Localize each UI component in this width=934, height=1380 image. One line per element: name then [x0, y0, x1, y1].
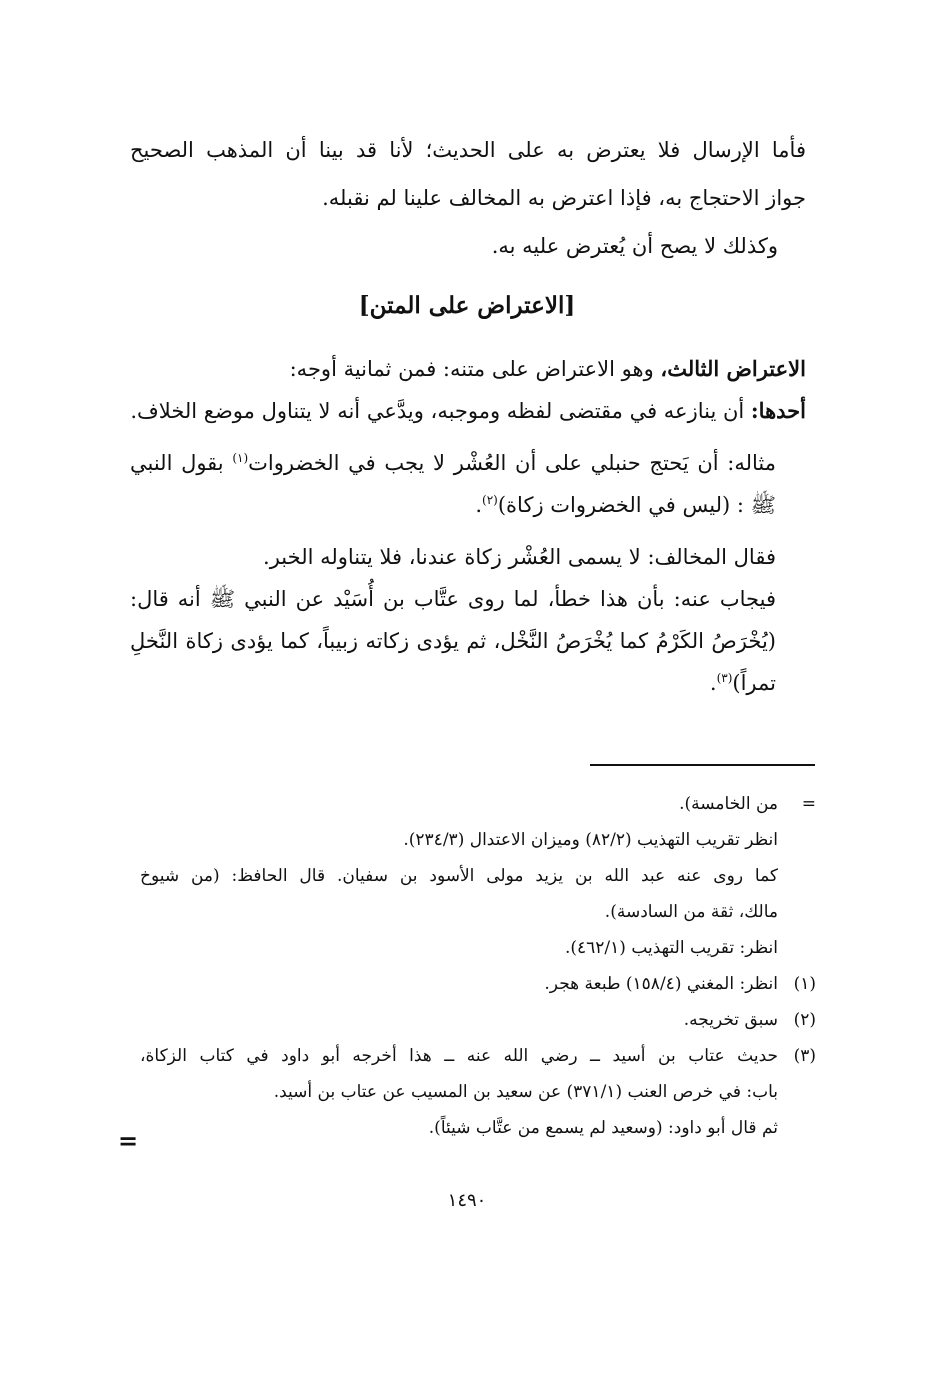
footnote-line: سبق تخريجه. — [683, 1010, 778, 1030]
paragraph-text: . — [475, 493, 483, 517]
paragraph-first-aspect — [130, 390, 806, 432]
footnote-line: انظر تقريب التهذيب (٨٢/٢) وميزان الاعتدال (٢٣٤/٣). — [403, 830, 778, 850]
paragraph-text: فيجاب عنه: بأن هذا خطأ، لما روى عتَّاب بن أُسَيْد عن النبي ﷺ أنه قال: (يُخْرَصُ الكَرْمُ كما يُخْرَصُ النَّخْل، ثم يؤدى زكاته زبيباً، كما يؤدى زكاة النَّخلِ تمراً) — [130, 587, 776, 695]
page-number: ١٤٩٠ — [447, 1190, 487, 1211]
intro-line-2: جواز الاحتجاج به، فإذا اعترض به المخالف علينا لم نقبله. — [322, 186, 806, 210]
bold-lead: الاعتراض الثالث، — [660, 356, 806, 381]
paragraph-third-objection — [130, 348, 806, 390]
paragraph-text: بقول النبي ﷺ : (ليس في الخضروات زكاة) — [130, 451, 776, 517]
paragraph-text: مثاله: أن يَحتج حنبلي على أن العُشْر لا يجب في الخضروات — [248, 451, 776, 475]
footnote-1 — [140, 966, 816, 1002]
intro-line-1: فأما الإرسال فلا يعترض به على الحديث؛ لأنا قد بينا أن المذهب الصحيح — [130, 138, 806, 162]
continuation-marker: = — [801, 794, 816, 814]
footnotes — [140, 786, 816, 1146]
paragraph-text: وهو الاعتراض على متنه: فمن ثمانية أوجه: — [289, 357, 661, 381]
footnote-line: مالك، ثقة من السادسة). — [604, 902, 778, 922]
footnote-number: (١) — [793, 974, 816, 994]
footnote-number: (٢) — [793, 1010, 816, 1030]
footnote-2 — [140, 1002, 816, 1038]
footnote-separator — [590, 764, 815, 766]
continuation-marker-end: = — [118, 1126, 139, 1155]
paragraph-opponent: فقال المخالف: لا يسمى العُشْر زكاة عندنا، فلا يتناوله الخبر. — [263, 545, 776, 569]
footnote-line: من الخامسة). — [679, 794, 778, 814]
footnote-ref-1[interactable]: (١) — [232, 451, 249, 465]
intro-line-3: وكذلك لا يصح أن يُعترض عليه به. — [491, 234, 778, 258]
main-text — [130, 348, 806, 704]
footnote-line: انظر: المغني (١٥٨/٤) طبعة هجر. — [544, 974, 778, 994]
paragraph-answer — [130, 578, 806, 704]
footnote-ref-2[interactable]: (٢) — [482, 493, 498, 507]
section-heading: [الاعتراض على المتن] — [358, 292, 576, 319]
footnote-line: كما روى عنه عبد الله بن يزيد مولى الأسود بن سفيان. قال الحافظ: (من شيوخ — [140, 866, 778, 886]
footnote-line: باب: في خرص العنب (٣٧١/١) عن سعيد بن المسيب عن عتاب بن أسيد. — [273, 1082, 778, 1102]
paragraph-example — [130, 442, 806, 526]
paragraph-text: . — [709, 671, 717, 695]
footnote-continuation — [140, 786, 816, 966]
footnote-number: (٣) — [793, 1046, 816, 1066]
footnote-line: حديث عتاب بن أسيد ــ رضي الله عنه ــ هذا أخرجه أبو داود في كتاب الزكاة، — [140, 1046, 778, 1066]
intro-paragraph — [130, 126, 806, 270]
footnote-ref-3[interactable]: (٣) — [716, 671, 733, 685]
paragraph-text: أن ينازعه في مقتضى لفظه وموجبه، ويدَّعي أنه لا يتناول موضع الخلاف. — [130, 399, 751, 423]
bold-lead: أحدها: — [750, 398, 806, 423]
footnote-line: انظر: تقريب التهذيب (٤٦٢/١). — [564, 938, 778, 958]
footnote-line: ثم قال أبو داود: (وسعيد لم يسمع من عتَّاب شيئاً). — [428, 1118, 778, 1138]
footnote-3 — [140, 1038, 816, 1146]
